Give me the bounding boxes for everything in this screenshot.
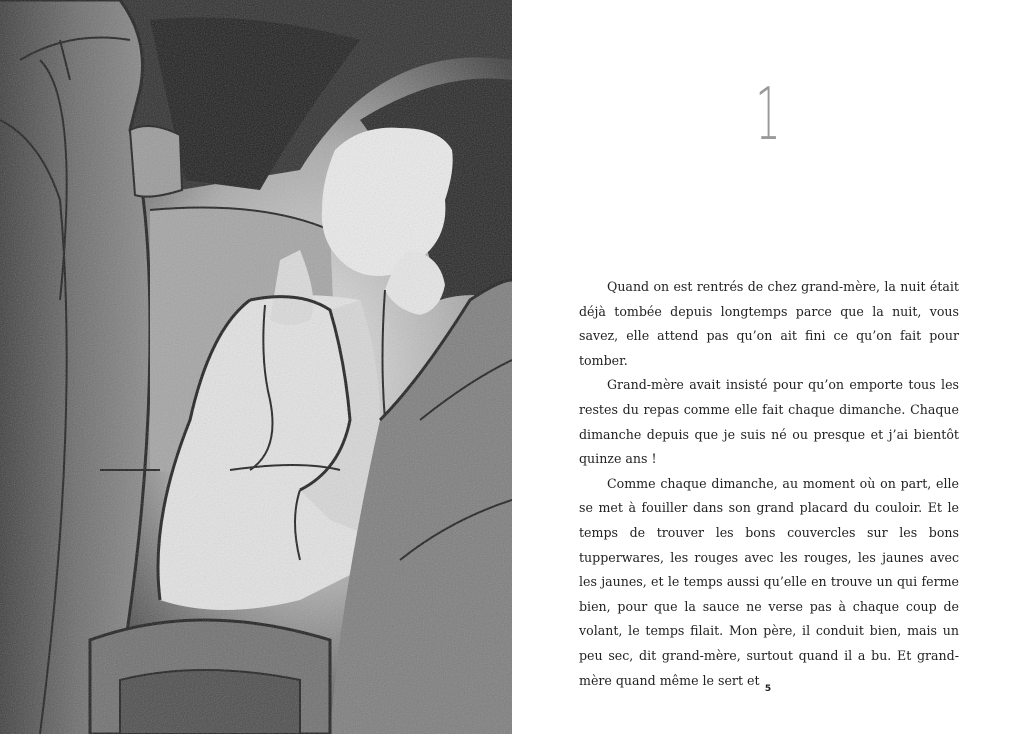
chapter-body xyxy=(579,275,959,693)
page-number: 5 xyxy=(764,684,772,694)
chapter-number: 1 xyxy=(755,72,781,156)
text-page xyxy=(512,0,1024,734)
paragraph: Grand-mère avait insisté pour qu’on emporte tous les restes du repas comme elle fait chaque dimanche. Chaque dimanche depuis que je suis né ou presque et j’ai bientôt quinze ans ! xyxy=(579,377,959,467)
paragraph: Comme chaque dimanche, au moment où on part, elle se met à fouiller dans son grand placard du couloir. Et le temps de trouver les bons couvercles sur les bons tupperwares, les rouges avec les rouges, les jaunes avec les jaunes, et le temps aussi qu’elle en trouve un qui ferme bien, pour que la sauce ne verse pas à chaque coup de volant, le temps filait. Mon père, il conduit bien, mais un peu sec, dit grand-mère, surtout quand il a bu. Et grand-mère quand même le sert et xyxy=(579,475,959,688)
paragraph: Quand on est rentrés de chez grand-mère, la nuit était déjà tombée depuis longtemps parce que la nuit, vous savez, elle attend pas qu’on ait fini ce qu’on fait pour tomber. xyxy=(579,279,959,368)
